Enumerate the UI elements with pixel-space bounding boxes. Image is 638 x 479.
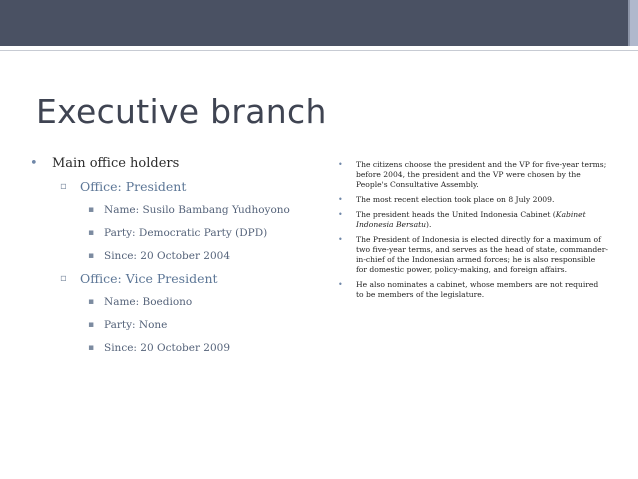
president-office-text: Office: President xyxy=(80,179,187,194)
square-bullet-icon: ▪ xyxy=(88,251,95,261)
bullet-icon: • xyxy=(338,280,343,289)
square-bullet-icon: ▪ xyxy=(88,320,95,330)
fact-text-cabinet-name: Kabinet Indonesia Bersatu xyxy=(356,210,586,229)
fact-text: The President of Indonesia is elected directly for a maximum of two five-year terms, and serves as the head of state, commander-in-chief of the Indonesian armed forces; he is also responsible for domestic power, policy-making, and foreign affairs. xyxy=(356,235,608,274)
slide-title: Executive branch xyxy=(36,92,327,131)
list-item-president-party xyxy=(30,225,325,248)
top-banner xyxy=(0,0,638,46)
list-item-main-heading xyxy=(30,156,325,179)
fact-item-recent-election xyxy=(338,195,608,205)
bullet-icon: • xyxy=(30,156,38,171)
bullet-icon: • xyxy=(338,235,343,244)
fact-text-prefix: The president heads the United Indonesia Cabinet ( xyxy=(356,210,556,219)
header-divider xyxy=(0,50,638,51)
list-item-president-office xyxy=(30,179,325,202)
square-bullet-icon: ▪ xyxy=(88,343,95,353)
list-item-vp-party xyxy=(30,317,325,340)
fact-item-head-of-state xyxy=(338,235,608,275)
hollow-square-bullet-icon: ▫ xyxy=(60,181,67,192)
vp-since-text: Since: 20 October 2009 xyxy=(104,342,231,354)
list-item-president-name xyxy=(30,202,325,225)
fact-item-cabinet-nomination xyxy=(338,280,608,300)
list-item-vp-office xyxy=(30,271,325,294)
fact-text: He also nominates a cabinet, whose members are not required to be members of the legislature. xyxy=(356,280,599,299)
president-since-text: Since: 20 October 2004 xyxy=(104,250,231,262)
fact-item-cabinet xyxy=(338,210,608,230)
main-heading-text: Main office holders xyxy=(52,156,180,171)
square-bullet-icon: ▪ xyxy=(88,228,95,238)
fact-text: The citizens choose the president and the VP for five-year terms; before 2004, the president and the VP were chosen by the People's Consultative Assembly. xyxy=(356,160,607,189)
square-bullet-icon: ▪ xyxy=(88,297,95,307)
bullet-icon: • xyxy=(338,195,343,204)
president-name-text: Name: Susilo Bambang Yudhoyono xyxy=(104,204,290,216)
list-item-vp-name xyxy=(30,294,325,317)
vp-party-text: Party: None xyxy=(104,319,168,331)
fact-text-suffix: ). xyxy=(426,220,432,229)
fact-item-elections xyxy=(338,160,608,190)
square-bullet-icon: ▪ xyxy=(88,205,95,215)
hollow-square-bullet-icon: ▫ xyxy=(60,273,67,284)
facts-list xyxy=(338,160,608,305)
bullet-icon: • xyxy=(338,160,343,169)
list-item-vp-since xyxy=(30,340,325,363)
president-party-text: Party: Democratic Party (DPD) xyxy=(104,227,268,239)
fact-text: The most recent election took place on 8 July 2009. xyxy=(356,195,555,204)
office-holders-list xyxy=(30,156,325,363)
bullet-icon: • xyxy=(338,210,343,219)
vp-office-text: Office: Vice President xyxy=(80,271,218,286)
vp-name-text: Name: Boediono xyxy=(104,296,193,308)
list-item-president-since xyxy=(30,248,325,271)
banner-accent xyxy=(630,0,638,46)
